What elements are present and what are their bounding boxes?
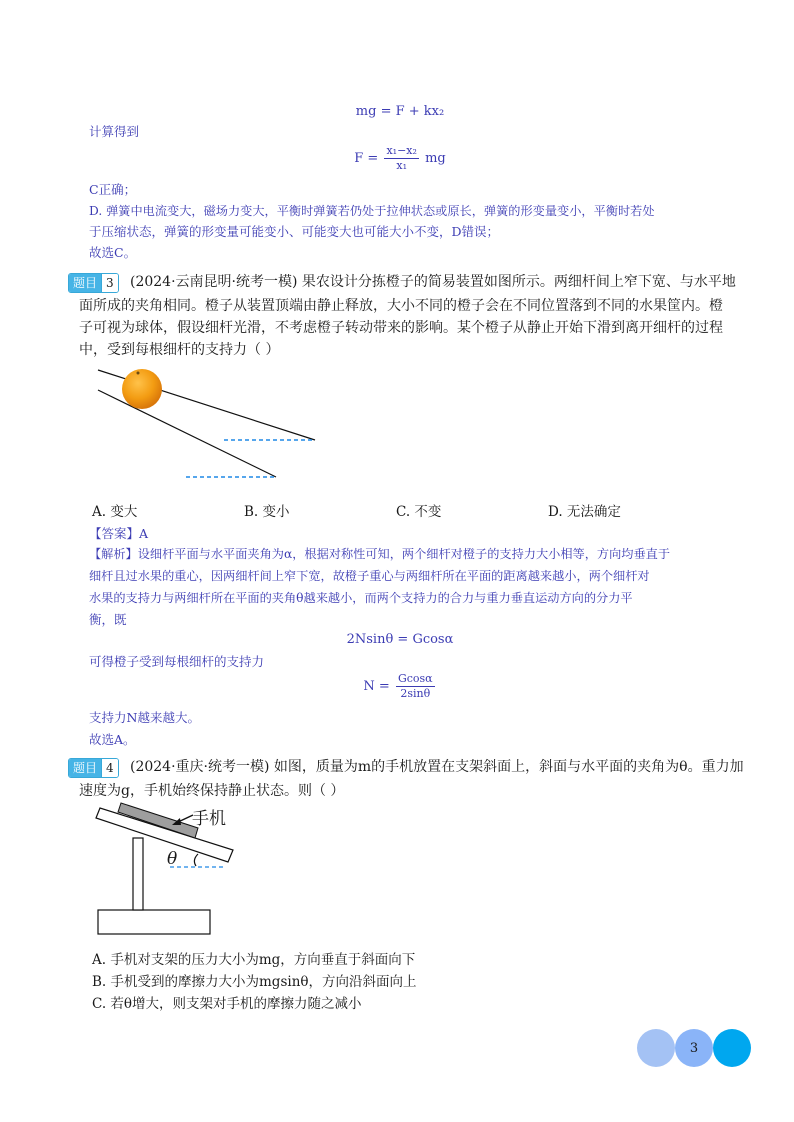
equation-f xyxy=(330,144,470,173)
d-line-2: 于压缩状态，弹簧的形变量可能变小、可能变大也可能大小不变，D错误； xyxy=(89,224,500,239)
q3-explanation-4: 衡，既 xyxy=(89,612,127,627)
q3-equation-1: 2Nsinθ = Gcosα xyxy=(346,632,454,647)
lower-rod xyxy=(98,390,276,477)
question-tag-4 xyxy=(68,758,119,778)
q3-explanation-3: 水果的支持力与两细杆所在平面的夹角θ越来越小，而两个支持力的合力与重力垂直运动方向的分力平 xyxy=(89,591,633,605)
q3-explanation-2: 细杆且过水果的重心，因两细杆间上窄下宽，故橙子重心与两细杆所在平面的距离越来越小，两个细杆对 xyxy=(89,569,650,583)
fraction-numerator: x₁−x₂ xyxy=(386,144,417,157)
q3-answer: 【答案】A xyxy=(89,526,149,541)
q3-explanation-1: 【解析】设细杆平面与水平面夹角为α，根据对称性可知，两个细杆对橙子的支持力大小相等，方向均垂直于 xyxy=(89,547,671,561)
page-number-circle xyxy=(675,1029,713,1067)
orange-stem xyxy=(137,372,140,375)
stand-post xyxy=(133,838,143,910)
orange-sorter-figure xyxy=(90,360,330,485)
tag-label: 题目 xyxy=(69,274,101,292)
q3-option-a: A. 变大 xyxy=(92,504,138,520)
angle-arc xyxy=(194,854,198,866)
tag-label: 题目 xyxy=(69,759,101,777)
page-deco-circle-1 xyxy=(637,1029,675,1067)
q3-option-b: B. 变小 xyxy=(244,504,290,520)
eq-lhs: N = xyxy=(363,679,390,694)
page-number: 3 xyxy=(689,1040,699,1056)
stand-base xyxy=(98,910,210,934)
fraction xyxy=(384,144,418,173)
fraction-numerator: Gcosα xyxy=(397,672,433,685)
fraction-denominator: x₁ xyxy=(396,159,407,172)
q3-line-3: 子可视为球体，假设细杆光滑，不考虑橙子转动带来的影响。某个橙子从静止开始下滑到离开细杆的过程 xyxy=(79,320,723,336)
tag-number: 3 xyxy=(101,274,118,292)
tag-number: 4 xyxy=(101,759,118,777)
calc-label: 计算得到 xyxy=(89,124,140,139)
eq-lhs: F = xyxy=(354,151,379,166)
q3-option-d: D. 无法确定 xyxy=(548,504,621,520)
fraction-denominator: 2sinθ xyxy=(400,687,431,700)
q3-option-c: C. 不变 xyxy=(396,504,442,520)
question-tag-3 xyxy=(68,273,119,293)
orange-icon xyxy=(122,369,162,409)
c-correct: C正确； xyxy=(89,182,137,197)
eq-rhs: mg xyxy=(425,151,446,166)
q4-option-b: B. 手机受到的摩擦力大小为mgsinθ，方向沿斜面向上 xyxy=(92,974,417,990)
equation-mg: mg = F + kx₂ xyxy=(355,104,445,119)
q3-conclusion: 支持力N越来越大。 xyxy=(89,710,200,725)
q4-line-2: 速度为g，手机始终保持静止状态。则（ ） xyxy=(79,783,345,799)
fraction xyxy=(396,672,435,701)
q4-line-1: (2024·重庆·统考一模) 如图，质量为m的手机放置在支架斜面上，斜面与水平面的夹角为θ。重力加 xyxy=(130,759,744,775)
d-line-1: D. 弹簧中电流变大，磁场力变大，平衡时弹簧若仍处于拉伸状态或原长，弹簧的形变量变小，平衡时若处 xyxy=(89,204,655,218)
q3-line-1: (2024·云南昆明·统考一模) 果农设计分拣橙子的简易装置如图所示。两细杆间上窄下宽、与水平地 xyxy=(130,274,736,290)
q4-option-c: C. 若θ增大，则支架对手机的摩擦力随之减小 xyxy=(92,996,362,1012)
choose-c: 故选C。 xyxy=(89,245,137,260)
q3-choose: 故选A。 xyxy=(89,732,136,747)
q3-get-label: 可得橙子受到每根细杆的支持力 xyxy=(89,654,265,669)
theta-label: θ xyxy=(167,849,178,869)
phone-label: 手机 xyxy=(192,809,226,829)
q4-option-a: A. 手机对支架的压力大小为mg，方向垂直于斜面向下 xyxy=(92,952,416,968)
page-deco-circle-2 xyxy=(713,1029,751,1067)
q3-equation-2 xyxy=(330,672,470,701)
q3-line-2: 面所成的夹角相同。橙子从装置顶端由静止释放，大小不同的橙子会在不同位置落到不同的水果筐内。橙 xyxy=(79,298,723,314)
q3-line-4: 中，受到每根细杆的支持力（ ） xyxy=(79,342,280,358)
